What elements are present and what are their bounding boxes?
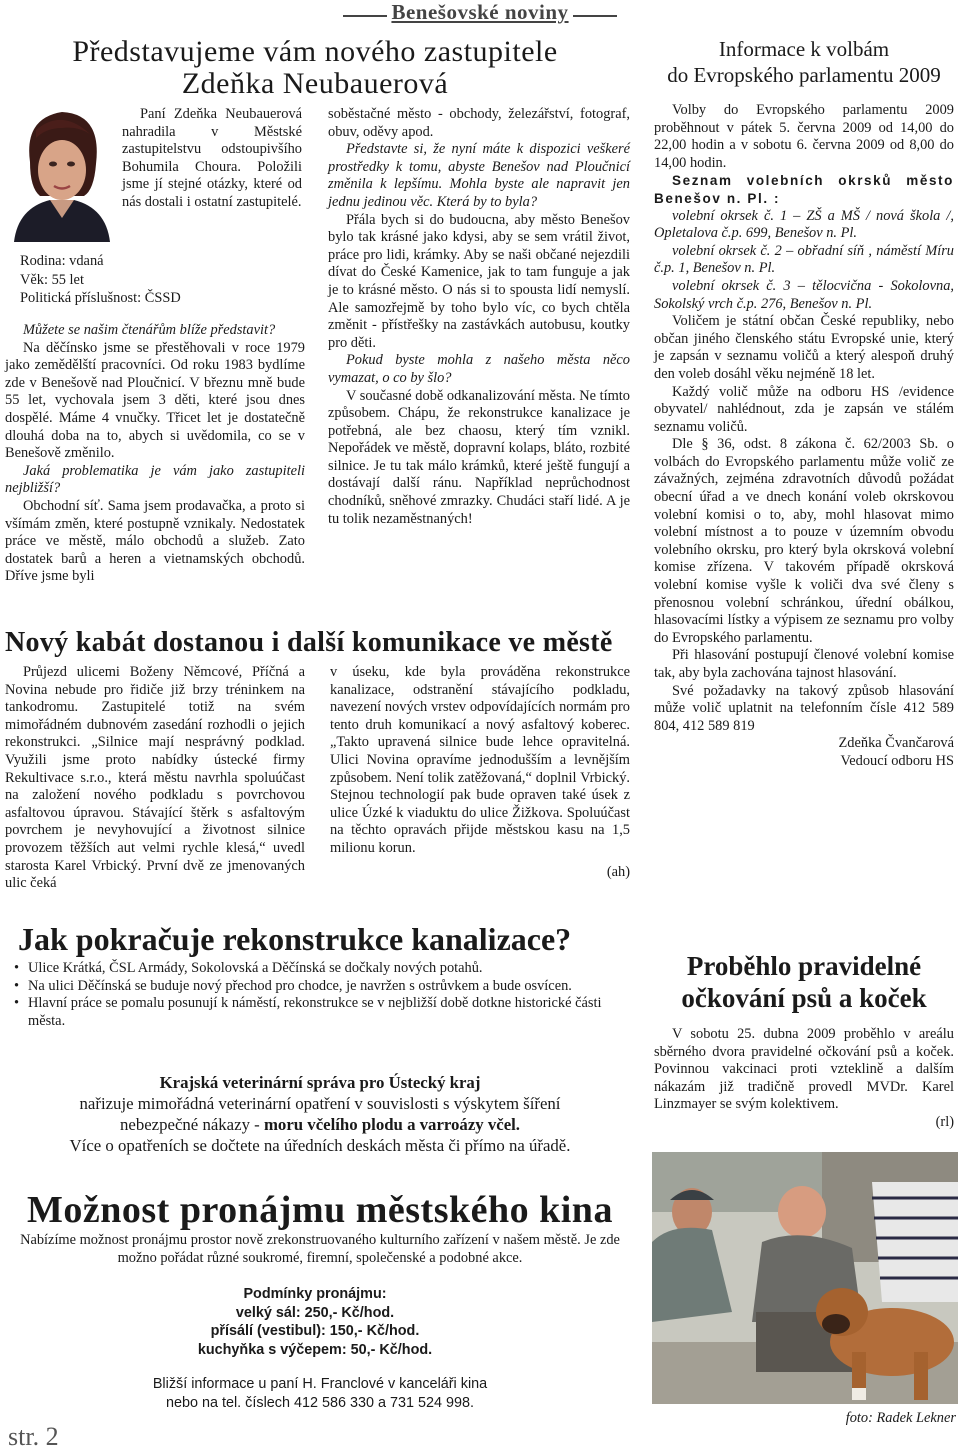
veterinary-line-3b: moru včelího plodu a varroázy včel. — [263, 1115, 520, 1134]
masthead: Benešovské noviny — [330, 0, 630, 25]
komunikace-text-2: v úseku, kde byla prováděna rekonstrukce kanalizace, odstranění stávajícího podkladu, navezení nových vrstev odpovídajících normám pro tento druh komunikací a nový asfaltový koberec. „Takto upravená silnice bude lehce opravitelná. Ulici Novina opravíme jednodušším a levnějším způsobem. Není tolik zatěžovaná,“ doplnil Vrbický. Stejnou technologií pak bude opraven také úsek z ulice Úzké k viaduktu do ulice Žižkova. Spoluúčast na těchto opravách přijde městskou kasu na 1,5 milionu korun. — [330, 664, 630, 856]
question-1: Můžete se našim čtenářům blíže představit? — [23, 322, 276, 338]
vaccination-photo — [652, 1152, 958, 1404]
ockovani-signature: (rl) — [935, 1113, 954, 1130]
answer-1: Na děčínsko jsme se přestěhovali v roce 1979 jako zemědělští pracovníci. Od roku 1983 bydlíme zde v Benešově nad Ploučnicí. V březnu mně bude 55 let, vychovala jsem 3 děti, které jsou dnes dospělé. Máme 4 vnučky. Třicet let je dostatečně dlouhá doba na to, abych si uvědomila, co se v Benešově změnilo. — [5, 339, 305, 462]
kino-condition: přísálí (vestibul): 150,- Kč/hod. — [210, 1323, 420, 1340]
volby-list-title: Seznam volebních okrsků město Benešov n. Pl. : — [654, 173, 954, 206]
kino-section — [10, 1188, 630, 1267]
volby-okrsek: volební okrsek č. 1 – ZŠ a MŠ / nová škola /, Opletalova č.p. 699, Benešov n. Pl. — [654, 207, 954, 242]
ockovani-title-line1: Proběhlo pravidelné — [686, 951, 922, 981]
interview-title-line1: Představujeme vám nového zastupitele — [72, 35, 558, 68]
question-3: Představte si, že nyní máte k dispozici veškeré prostředky k tomu, abyste Benešov nad Ploučnicí změnila k lepšímu. Mohla byste ale napravit jen jednu jedinou věc. Která by to byla? — [328, 141, 630, 210]
komunikace-title: Nový kabát dostanou i další komunikace ve městě — [5, 627, 613, 658]
question-4: Pokud byste mohla z našeho města něco vymazat, o co by šlo? — [328, 352, 630, 386]
kanalizace-item: • Hlavní práce se pomalu posunují k náměstí, rekonstrukce se v nejbližší době dotkne historické části města. — [14, 995, 624, 1030]
kanalizace-item: • Ulice Krátká, ČSL Armády, Sokolovská a Děčínská se dočkaly nových potahů. — [14, 960, 624, 978]
ockovani-title-line2: očkování psů a koček — [681, 983, 927, 1013]
interview-column-2 — [328, 106, 630, 528]
ockovani-text: V sobotu 25. dubna 2009 proběhlo v areálu sběrného dvora pravidelné očkování psů a koček. Povinnou vakcinaci proti vzteklině a dalším nákazám již tradičně provedl MVDr. Karel Linzmayer se svým kolektivem. — [654, 1026, 954, 1113]
kanalizace-title: Jak pokračuje rekonstrukce kanalizace? — [18, 921, 572, 957]
kino-description: Nabízíme možnost pronájmu prostor nově zrekonstruovaného kulturního zařízení v našem městě. Je zde možno pořádat různé soukromé, firemní, společenské a podobné akce. — [20, 1232, 620, 1266]
komunikace-signature: (ah) — [606, 863, 630, 880]
interview-title-line2: Zdeňka Neubauerová — [181, 67, 449, 100]
komunikace-column-1 — [5, 664, 305, 893]
volby-title — [650, 36, 958, 88]
answer-2-continued: soběstačné město - obchody, železářství, fotograf, obuv, oděvy apod. — [328, 106, 630, 140]
kino-contact-1: Bližší informace u paní H. Franclové v kanceláři kina — [152, 1376, 488, 1392]
kanalizace-list — [14, 960, 624, 1030]
volby-title-line1: Informace k volbám — [718, 37, 890, 61]
volby-p6: Své požadavky na takový způsob hlasování může volič uplatnit na telefonním čísle 412 589 804, 412 589 819 — [654, 682, 954, 734]
volby-p5: Při hlasování postupují členové volební komise tak, aby byla zachována tajnost hlasování. — [654, 647, 954, 681]
veterinary-notice — [20, 1072, 620, 1156]
kino-contact-2: nebo na tel. číslech 412 586 330 a 731 524 998. — [165, 1395, 475, 1411]
volby-p1: Volby do Evropského parlamentu 2009 proběhnout v pátek 5. června 2009 od 14,00 do 22,00 hodin a v sobotu 6. června 2009 od 8,00 do 14,00 hodin. — [654, 102, 954, 171]
veterinary-line-3 — [20, 1114, 620, 1135]
kino-title: Možnost pronájmu městského kina — [27, 1189, 613, 1231]
veterinary-line-4: Více o opatřeních se dočtete na úředních deskách města či přímo na úřadě. — [69, 1136, 571, 1155]
interview-column-1 — [5, 322, 305, 586]
profile-details — [20, 252, 181, 308]
volby-okrsek: volební okrsek č. 3 – tělocvična - Sokolovna, Sokolský vrch č.p. 276, Benešov n. Pl. — [654, 277, 954, 312]
kino-conditions-title: Podmínky pronájmu: — [243, 1286, 387, 1302]
volby-p2: Voličem je státní občan České republiky, nebo občan jiného členského státu Evropské unie, který je zapsán v seznamu voličů a který alespoň druhý den voleb dosáhl věku nejméně 18 let. — [654, 313, 954, 382]
photo-credit: foto: Radek Lekner — [845, 1410, 956, 1426]
kino-conditions — [130, 1285, 500, 1359]
volby-okrsek: volební okrsek č. 2 – obřadní síň , náměstí Míru č.p. 1, Benešov n. Pl. — [654, 242, 954, 277]
veterinary-line-1: Krajská veterinární správa pro Ústecký kraj — [159, 1073, 481, 1092]
ockovani-title — [650, 950, 958, 1014]
komunikace-text-1: Průjezd ulicemi Boženy Němcové, Příčná a Novina nebude pro řidiče již brzy tréninkem na tankodromu. Zastupitelé totiž na svém mimořádném dubnovém zasedání rozhodli o jejich rekonstrukci. „Silnice mají nesprávný podklad. Využili jsme proto nabídky ústecké firmy Rekultivace s.r.o., která městu navrhla spoluúčast na založení nového podkladu s povrchovou asfaltovou úpravou. Stávající štěrk s asfaltovým povrchem je nevyhovující a životnost silnice provozem těžších aut velmi rychle klesá,“ uvedl starosta Karel Vrbický. První dvě ze jmenovaných ulic čeká — [5, 664, 305, 892]
veterinary-line-2: nařizuje mimořádná veterinární opatření v souvislosti s výskytem šíření — [79, 1094, 561, 1113]
kanalizace-item: • Na ulici Děčínská se buduje nový přechod pro chodce, je navržen s ostrůvkem a bude osvícen. — [14, 978, 624, 996]
interview-title — [20, 36, 610, 100]
kino-contact — [100, 1375, 540, 1413]
answer-3: Přála bych si do budoucna, aby město Benešov bylo tak krásné jako kdysi, aby se sem vrátil život, práce pro lidi, krámky. Aby se naši občané nejezdili dívat do České Kamenice, jak to tam funguje a jak je to krásné město. O nás si to spousta lidí nemyslí. Ale samozřejmě by toho bylo víc, co bych chtěla změnit - přístřešky na zastávkách autobusu, koutky pro děti. — [328, 211, 630, 351]
veterinary-line-3a: nebezpečné nákazy - — [120, 1115, 264, 1134]
profile-family: Rodina: vdaná — [20, 253, 104, 269]
volby-title-line2: do Evropského parlamentu 2009 — [667, 63, 941, 87]
ockovani-article — [654, 1026, 954, 1132]
volby-column — [654, 102, 954, 771]
volby-sign-1: Zdeňka Čvančarová — [838, 735, 954, 752]
question-2: Jaká problematika je vám jako zastupiteli nejbližší? — [5, 462, 305, 497]
kino-condition: kuchyňka s výčepem: 50,- Kč/hod. — [197, 1341, 433, 1358]
kino-condition: velký sál: 250,- Kč/hod. — [235, 1304, 395, 1321]
profile-age: Věk: 55 let — [20, 271, 84, 288]
page-number: str. 2 — [8, 1422, 59, 1451]
answer-2: Obchodní síť. Sama jsem prodavačka, a proto si všímám změn, které postupně vznikaly. Nedostatek práce ve městě, málo obchodů a služeb. Zato dostatek barů a heren a vietnamských obchodů. Dříve jsme byli — [5, 497, 305, 585]
portrait-image — [10, 100, 114, 242]
profile-party: Politická příslušnost: ČSSD — [20, 290, 181, 306]
vaccination-image — [652, 1152, 958, 1404]
volby-sign-2: Vedoucí odboru HS — [840, 752, 954, 769]
volby-p3: Každý volič může na odboru HS /evidence obyvatel/ nahlédnout, zda je zapsán ve stálém seznamu voličů. — [654, 383, 954, 435]
komunikace-column-2 — [330, 664, 630, 881]
volby-p4: Dle § 36, odst. 8 zákona č. 62/2003 Sb. o volbách do Evropského parlamentu může volič ze závažných, zejména zdravotních důvodů požádat obecní úřad a ve dnech konání voleb okrskovou volební komisi o to, aby, mohl hlasovat mimo volební místnost a to pouze v územním obvodu volebního okrsku, pro který byla okrsková volební komise zřízena. V takovém případě okrsková volební komise vyšle k voliči dva své členy s přenosnou volební schránkou, úřední obálkou, hlasovacími lístky a výpisem ze seznamu pro volby do Evropského parlamentu. — [654, 436, 954, 646]
portrait-photo — [10, 100, 114, 242]
answer-4: V současné době odkanalizování města. Ne tímto způsobem. Chápu, že rekonstrukce kanalizace je potřebná, ale bez chaosu, který tím vznikl. Nepořádek ve městě, dopravní kolaps, bláto, rozbité silnice. Je tu tak málo krámků, které ještě fungují a dostávají další ránu. Například neprůchodnost chodníků, sněhové zmrazky. Chudáci staří lidé. A je tu tolik nezaměstnaných! — [328, 387, 630, 527]
interview-intro-block — [122, 106, 302, 212]
interview-intro: Paní Zdeňka Neubauerová nahradila v Městské zastupitelstvu odstoupivšího Bohumila Choura. Položili jsme jí stejné otázky, které od nás dostali i ostatní zastupitelé. — [122, 106, 302, 210]
